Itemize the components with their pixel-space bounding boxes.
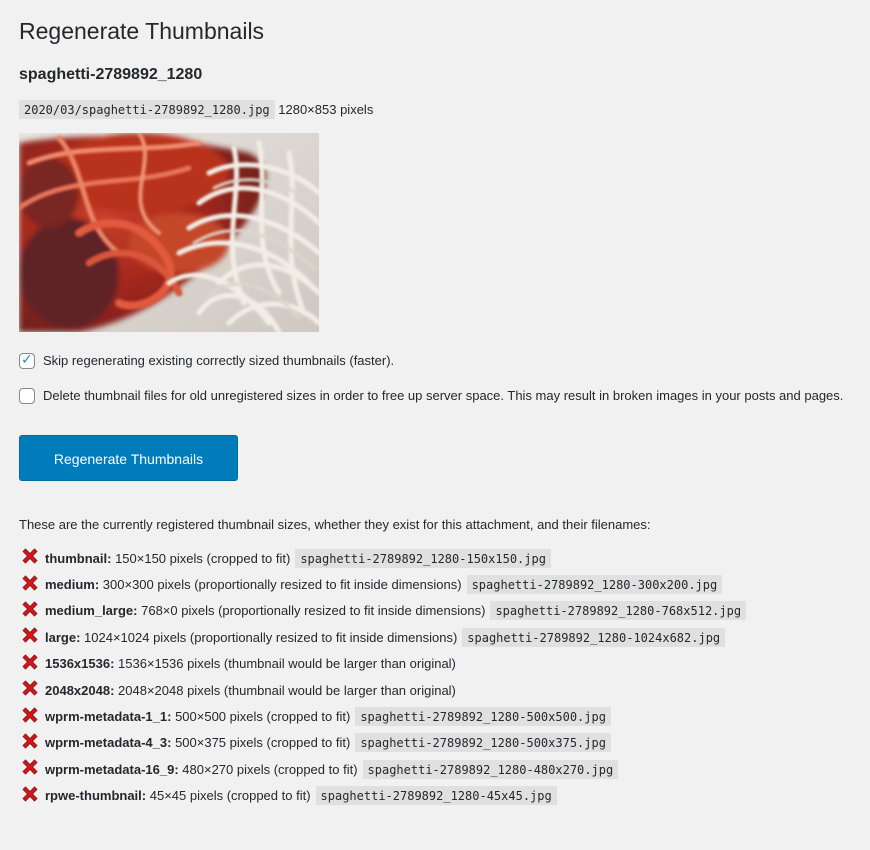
red-x-icon bbox=[21, 547, 39, 565]
red-x-icon bbox=[21, 758, 39, 776]
size-description: 45×45 pixels (cropped to fit) bbox=[149, 788, 311, 804]
size-filename: spaghetti-2789892_1280-45x45.jpg bbox=[316, 786, 557, 805]
size-name: 2048x2048: bbox=[45, 682, 115, 698]
size-filename: spaghetti-2789892_1280-300x200.jpg bbox=[467, 575, 723, 594]
size-name: large: bbox=[45, 629, 81, 645]
size-filename: spaghetti-2789892_1280-150x150.jpg bbox=[295, 549, 551, 568]
image-dimensions: 1280×853 pixels bbox=[278, 102, 374, 117]
size-filename: spaghetti-2789892_1280-768x512.jpg bbox=[490, 601, 746, 620]
size-name: thumbnail: bbox=[45, 550, 112, 566]
size-item bbox=[19, 545, 746, 571]
attachment-preview-image bbox=[19, 133, 319, 332]
size-item bbox=[19, 571, 746, 597]
size-description: 768×0 pixels (proportionally resized to fit inside dimensions) bbox=[141, 603, 486, 619]
size-description: 480×270 pixels (cropped to fit) bbox=[182, 761, 358, 777]
red-x-icon bbox=[21, 600, 39, 618]
size-description: 150×150 pixels (cropped to fit) bbox=[115, 550, 291, 566]
size-description: 1536×1536 pixels (thumbnail would be larger than original) bbox=[118, 656, 456, 672]
delete-old-checkbox[interactable] bbox=[19, 388, 35, 404]
regenerate-thumbnails-button[interactable]: Regenerate Thumbnails bbox=[19, 435, 238, 481]
sizes-intro-text: These are the currently registered thumbnail sizes, whether they exist for this attachment, and their filenames: bbox=[19, 517, 651, 532]
red-x-icon bbox=[21, 574, 39, 592]
skip-existing-label: Skip regenerating existing correctly sized thumbnails (faster). bbox=[43, 353, 395, 368]
size-filename: spaghetti-2789892_1280-500x375.jpg bbox=[355, 733, 611, 752]
file-path: 2020/03/spaghetti-2789892_1280.jpg bbox=[19, 100, 275, 119]
red-x-icon bbox=[21, 679, 39, 697]
size-filename: spaghetti-2789892_1280-500x500.jpg bbox=[355, 707, 611, 726]
size-item bbox=[19, 783, 746, 809]
size-name: medium_large: bbox=[45, 603, 138, 619]
size-description: 300×300 pixels (proportionally resized to fit inside dimensions) bbox=[102, 577, 462, 593]
size-name: rpwe-thumbnail: bbox=[45, 788, 147, 804]
size-item bbox=[19, 703, 746, 729]
size-name: wprm-metadata-16_9: bbox=[45, 761, 179, 777]
size-item bbox=[19, 624, 746, 650]
size-name: wprm-metadata-1_1: bbox=[45, 709, 172, 725]
size-description: 2048×2048 pixels (thumbnail would be larger than original) bbox=[118, 682, 456, 698]
red-x-icon bbox=[21, 732, 39, 750]
size-item bbox=[19, 598, 746, 624]
size-description: 1024×1024 pixels (proportionally resized to fit inside dimensions) bbox=[84, 629, 458, 645]
size-description: 500×500 pixels (cropped to fit) bbox=[175, 709, 351, 725]
skip-existing-checkbox[interactable] bbox=[19, 353, 35, 369]
file-info bbox=[19, 99, 373, 121]
attachment-title: spaghetti-2789892_1280 bbox=[19, 66, 203, 83]
size-item bbox=[19, 651, 746, 677]
size-item bbox=[19, 730, 746, 756]
delete-old-label: Delete thumbnail files for old unregistered sizes in order to free up server space. This may result in broken images in your posts and pages. bbox=[43, 388, 844, 403]
size-item bbox=[19, 677, 746, 703]
size-item bbox=[19, 756, 746, 782]
checkmark-icon: ✓ bbox=[21, 352, 33, 368]
red-x-icon bbox=[21, 626, 39, 644]
thumbnail-size-list bbox=[19, 545, 746, 809]
size-filename: spaghetti-2789892_1280-480x270.jpg bbox=[363, 760, 619, 779]
red-x-icon bbox=[21, 706, 39, 724]
red-x-icon bbox=[21, 785, 39, 803]
size-description: 500×375 pixels (cropped to fit) bbox=[175, 735, 351, 751]
size-name: medium: bbox=[45, 577, 100, 593]
page-title: Regenerate Thumbnails bbox=[19, 18, 265, 44]
red-x-icon bbox=[21, 653, 39, 671]
size-filename: spaghetti-2789892_1280-1024x682.jpg bbox=[462, 628, 725, 647]
delete-old-option[interactable] bbox=[19, 387, 843, 405]
skip-existing-option[interactable] bbox=[19, 352, 394, 370]
size-name: 1536x1536: bbox=[45, 656, 115, 672]
size-name: wprm-metadata-4_3: bbox=[45, 735, 172, 751]
